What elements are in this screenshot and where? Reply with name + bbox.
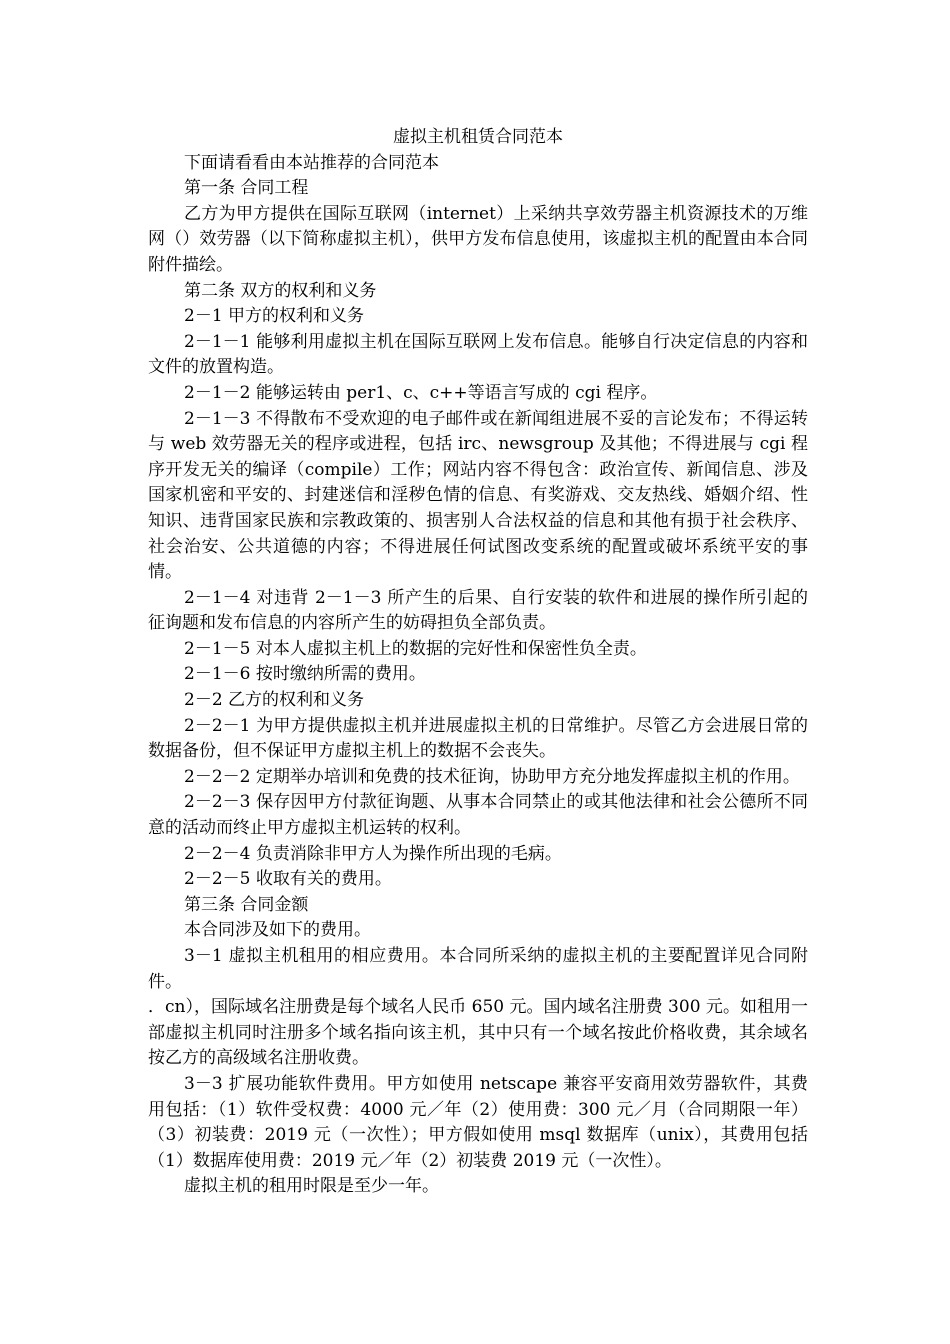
clause-paragraph: 2－2－5 收取有关的费用。: [184, 869, 392, 890]
clause-paragraph: 3－1 虚拟主机租用的相应费用。本合同所采纳的虚拟主机的主要配置详见合同附件。: [148, 946, 808, 992]
clause-paragraph: 2－1－1 能够利用虚拟主机在国际互联网上发布信息。能够自行决定信息的内容和文件的放置构造。: [148, 331, 808, 378]
body-paragraph: ．cn），国际域名注册费是每个域名人民币 650 元。国内域名注册费 300 元。如租用一部虚拟主机同时注册多个域名指向该主机，其中只有一个域名按此价格收费，其余域名按乙方的高级域名注册收费。: [148, 997, 808, 1069]
section-heading: 2－1 甲方的权利和义务: [184, 306, 365, 327]
section-heading: 2－2 乙方的权利和义务: [184, 690, 365, 711]
document-title: 虚拟主机租赁合同范本: [393, 127, 563, 147]
article-heading: 第三条 合同金额: [184, 894, 309, 915]
clause-paragraph: 2－1－6 按时缴纳所需的费用。: [184, 664, 426, 685]
clause-paragraph: 3－3 扩展功能软件费用。甲方如使用 netscape 兼容平安商用效劳器软件，其费用包括：（1）软件受权费：4000 元／年（2）使用费：300 元／月（合同期限一年）（3）初装费：2019 元（一次性）；甲方假如使用 msql 数据库（unix），其费用包括（1）数据库使用费：2019 元／年（2）初装费 2019 元（一次性）。: [148, 1073, 808, 1171]
body-paragraph: 乙方为甲方提供在国际互联网（internet）上采纳共享效劳器主机资源技术的万维网（）效劳器（以下简称虚拟主机），供甲方发布信息使用，该虚拟主机的配置由本合同附件描绘。: [148, 203, 808, 275]
clause-paragraph: 2－1－2 能够运转由 per1、c、c++等语言写成的 cgi 程序。: [184, 382, 658, 403]
clause-paragraph: 2－1－4 对违背 2－1－3 所产生的后果、自行安装的软件和进展的操作所引起的征询题和发布信息的内容所产生的妨碍担负全部负责。: [148, 587, 808, 634]
clause-paragraph: 2－2－1 为甲方提供虚拟主机并进展虚拟主机的日常维护。尽管乙方会进展日常的数据备份，但不保证甲方虚拟主机上的数据不会丧失。: [148, 715, 808, 762]
clause-paragraph: 2－2－3 保存因甲方付款征询题、从事本合同禁止的或其他法律和社会公德所不同意的活动而终止甲方虚拟主机运转的权利。: [148, 792, 808, 839]
contract-document: [148, 125, 808, 1200]
clause-paragraph: 2－1－3 不得散布不受欢迎的电子邮件或在新闻组进展不妥的言论发布；不得运转与 web 效劳器无关的程序或进程，包括 irc、newsgroup 及其他；不得进展与 cgi 程序开发无关的编译（compile）工作；网站内容不得包含：政治宣传、新闻信息、涉及国家机密和平安的、封建迷信和淫秽色情的信息、有奖游戏、交友热线、婚姻介绍、性知识、违背国家民族和宗教政策的、损害别人合法权益的信息和其他有损于社会秩序、社会治安、公共道德的内容；不得进展任何试图改变系统的配置或破坏系统平安的事情。: [148, 408, 808, 583]
clause-paragraph: 2－2－2 定期举办培训和免费的技术征询，协助甲方充分地发挥虚拟主机的作用。: [184, 766, 800, 787]
body-paragraph: 本合同涉及如下的费用。: [184, 920, 371, 941]
intro-paragraph: 下面请看看由本站推荐的合同范本: [184, 152, 439, 173]
body-paragraph: 虚拟主机的租用时限是至少一年。: [184, 1176, 439, 1197]
clause-paragraph: 2－2－4 负责消除非甲方人为操作所出现的毛病。: [184, 843, 562, 864]
article-heading: 第二条 双方的权利和义务: [184, 280, 377, 301]
article-heading: 第一条 合同工程: [184, 178, 309, 199]
clause-paragraph: 2－1－5 对本人虚拟主机上的数据的完好性和保密性负全责。: [184, 638, 647, 659]
